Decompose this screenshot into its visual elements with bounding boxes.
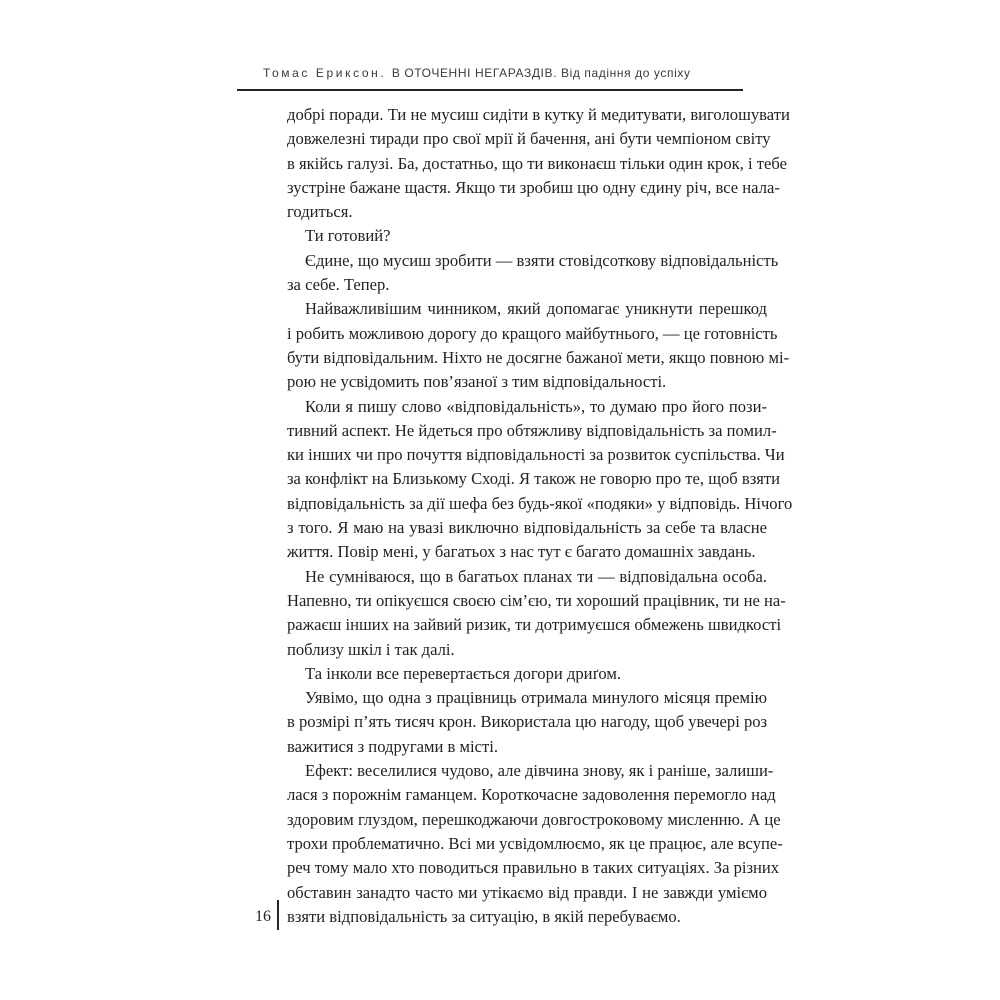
text-line: Ти готовий? xyxy=(305,226,391,246)
page-number: 16 xyxy=(255,908,271,925)
text-line: лася з порожнім гаманцем. Короткочасне задоволення перемогло над xyxy=(287,785,776,805)
text-line: трохи проблематично. Всі ми усвідомлюємо, як це працює, але всупе- xyxy=(287,833,783,853)
text-line: взяти відповідальність за ситуацію, в якій перебуваємо. xyxy=(287,906,681,926)
text-line: здоровим глуздом, перешкоджаючи довгостроковому мисленню. А це xyxy=(287,809,781,829)
text-line: реч тому мало хто поводиться правильно в таких ситуаціях. За різних xyxy=(287,858,780,878)
text-line: ки інших чи про почуття відповідальності за розвиток суспільства. Чи xyxy=(287,445,785,465)
text-line: бути відповідальним. Ніхто не досягне бажаної мети, якщо повною мі- xyxy=(287,347,790,367)
text-line: рою не усвідомить пов’язаної з тим відповідальності. xyxy=(287,372,667,392)
text-line: життя. Повір мені, у багатьох з нас тут є багато домашніх завдань. xyxy=(287,542,756,562)
text-line: зустріне бажане щастя. Якщо ти зробиш цю одну єдину річ, все нала- xyxy=(287,177,780,197)
text-line: в розмірі п’ять тисяч крон. Використала цю нагоду, щоб увечері роз xyxy=(287,712,768,732)
running-head xyxy=(263,66,743,80)
text-line: в якійсь галузі. Ба, достатньо, що ти виконаєш тільки один крок, і тебе xyxy=(287,153,787,173)
running-head-author: Томас Ериксон. xyxy=(263,66,387,80)
text-line: Ефект: веселилися чудово, але дівчина знову, як і раніше, залиши- xyxy=(305,761,774,781)
page-number-rule xyxy=(277,900,279,930)
text-line: Найважливішим чинником, який допомагає уникнути перешкод xyxy=(305,299,767,319)
text-line: Напевно, ти опікуєшся своєю сім’єю, ти хороший працівник, ти не на- xyxy=(287,590,786,610)
text-line: за себе. Тепер. xyxy=(287,275,390,295)
text-line: довжелезні тиради про свої мрії й бачення, ані бути чемпіоном світу xyxy=(287,129,771,149)
text-line: годиться. xyxy=(287,202,353,222)
text-line: Та інколи все перевертається догори дриґом. xyxy=(305,663,621,683)
text-line: відповідальність за дії шефа без будь-якої «подяки» у відповідь. Нічого xyxy=(287,493,793,513)
text-line: добрі поради. Ти не мусиш сидіти в кутку й медитувати, виголошувати xyxy=(287,105,790,124)
body-text xyxy=(287,103,793,929)
text-line: тивний аспект. Не йдеться про обтяжливу відповідальність за помил- xyxy=(287,420,777,440)
text-line: Не сумніваюся, що в багатьох планах ти — відповідальна особа. xyxy=(305,566,767,586)
running-head-title: В ОТОЧЕННІ НЕГАРАЗДІВ. Від падіння до успіху xyxy=(391,66,691,80)
header-rule xyxy=(237,89,743,91)
text-line: з того. Я маю на увазі виключно відповідальність за себе та власне xyxy=(287,518,767,538)
text-line: обставин занадто часто ми утікаємо від правди. І не завжди уміємо xyxy=(287,882,767,902)
text-line: за конфлікт на Близькому Сході. Я також не говорю про те, щоб взяти xyxy=(287,469,781,489)
text-line: важитися з подругами в місті. xyxy=(287,736,498,756)
text-line: і робить можливою дорогу до кращого майбутнього, — це готовність xyxy=(287,323,778,343)
text-line: Єдине, що мусиш зробити — взяти стовідсоткову відповідальність xyxy=(305,250,779,270)
text-line: ражаєш інших на зайвий ризик, ти дотримуєшся обмежень швидкості xyxy=(287,615,782,635)
text-line: Коли я пишу слово «відповідальність», то думаю про його пози- xyxy=(305,396,767,416)
text-line: Уявімо, що одна з працівниць отримала минулого місяця премію xyxy=(305,688,767,708)
text-line: поблизу шкіл і так далі. xyxy=(287,639,455,659)
